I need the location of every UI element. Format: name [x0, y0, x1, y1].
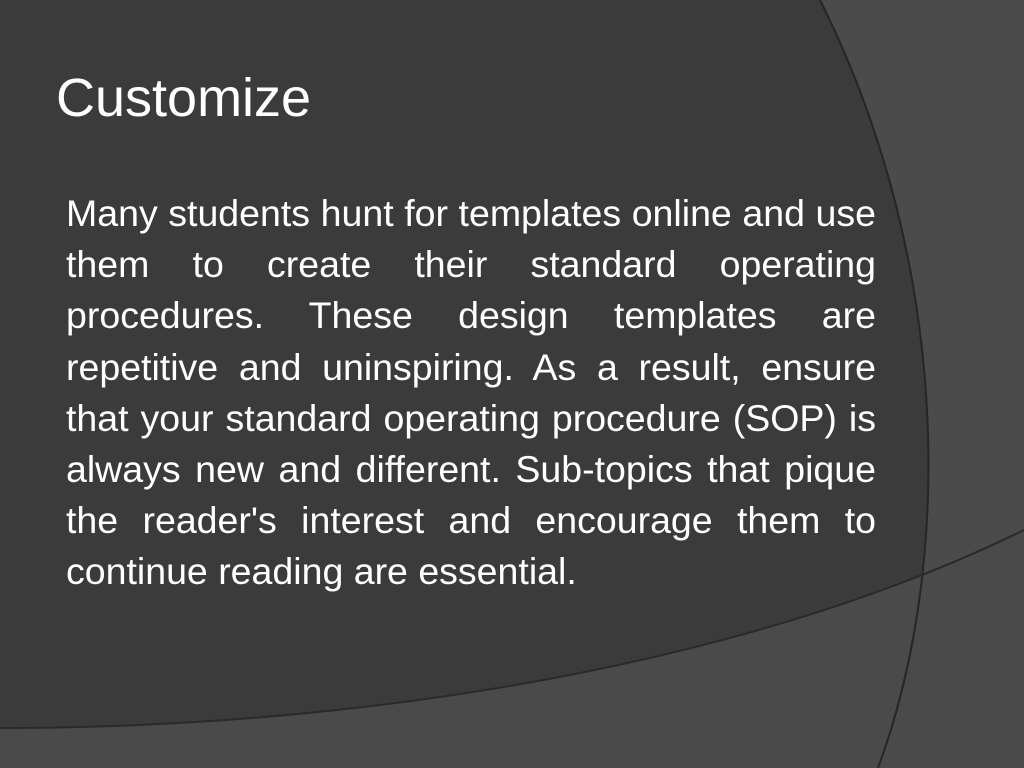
slide-body-text: Many students hunt for templates online and use them to create their standard operating procedures. These design templates are repetitive and uninspiring. As a result, ensure that your standard operating procedure (SOP) is always new and different. Sub-topics that pique the reader's interest and encourage them to continue reading are essential. [66, 192, 876, 593]
slide-title: Customize [56, 68, 312, 128]
